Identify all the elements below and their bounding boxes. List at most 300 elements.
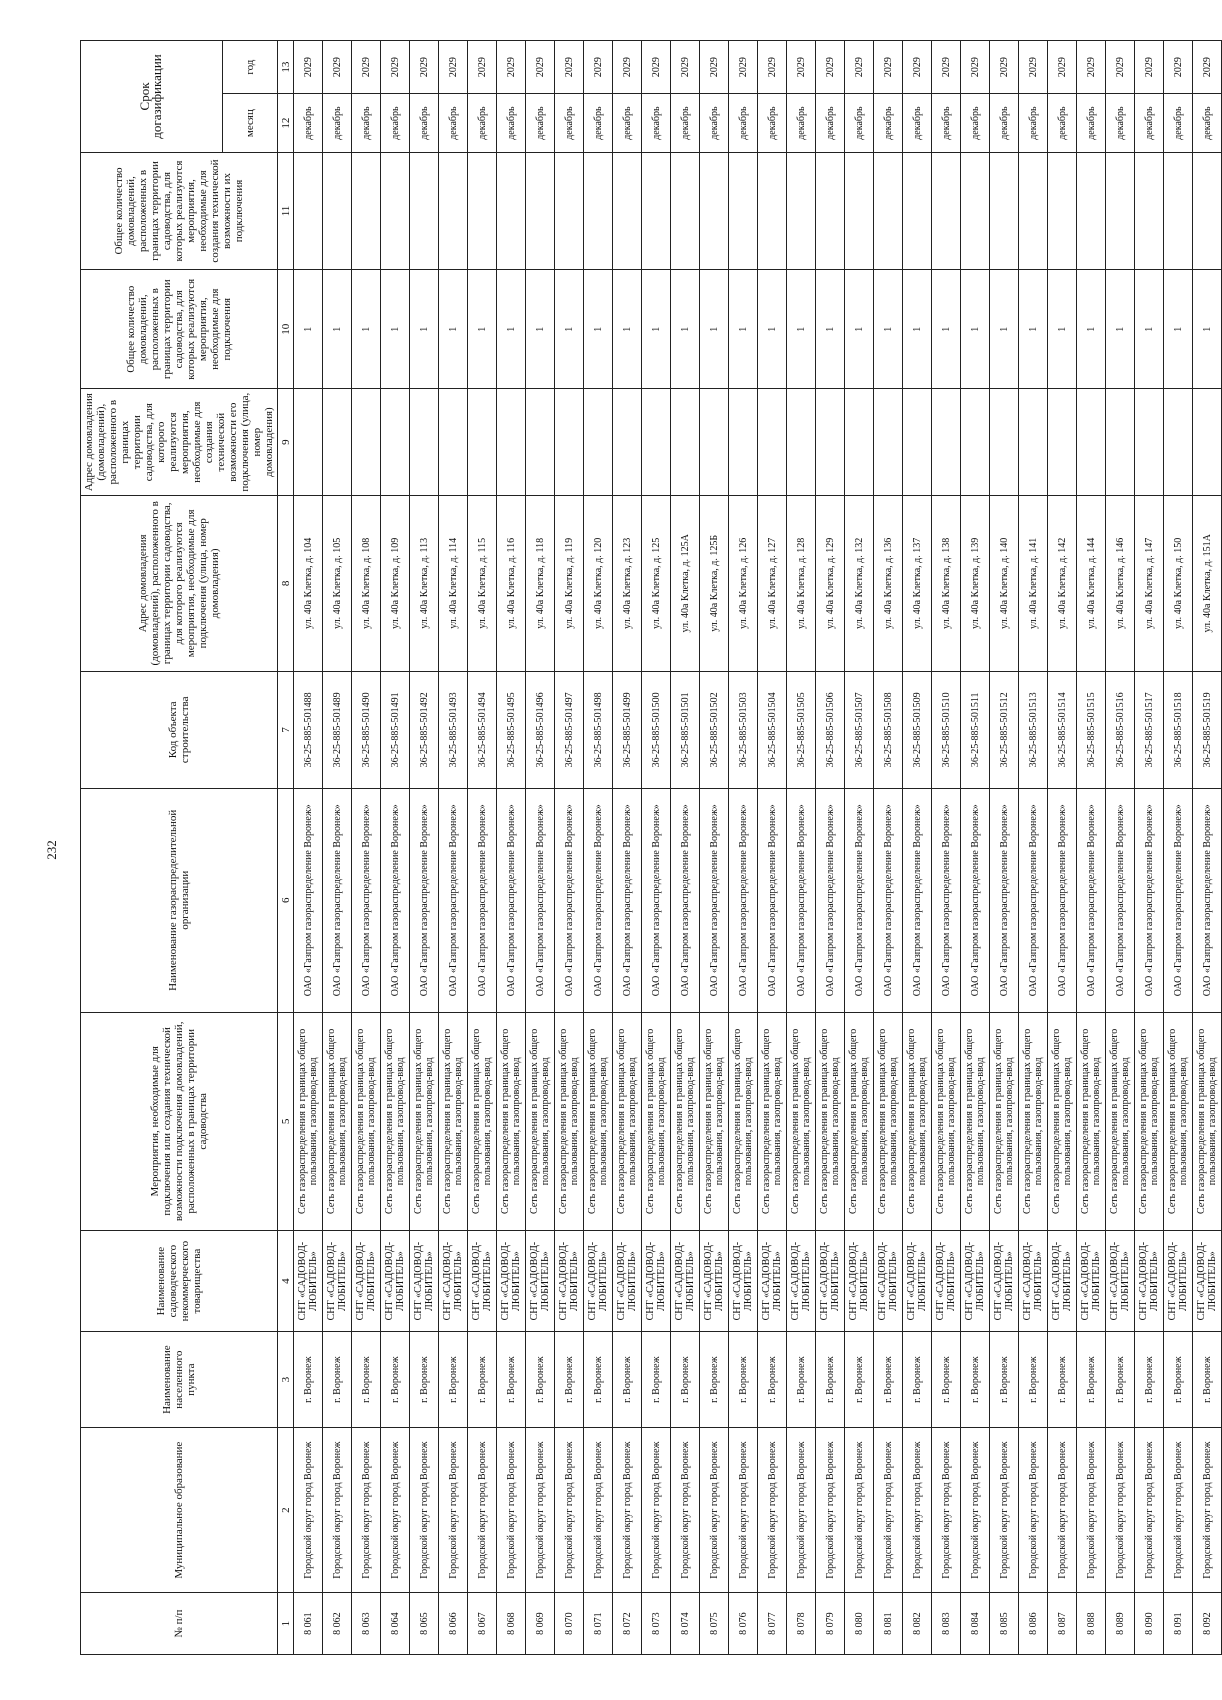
table-row xyxy=(671,41,700,1655)
address-cell: ул. 40а Клетка, д. 137 xyxy=(903,495,932,671)
month-cell: декабрь xyxy=(961,94,990,153)
header-year: год xyxy=(222,41,277,94)
row-number: 8 088 xyxy=(1077,1593,1106,1655)
partnership-cell: СНТ «САДОВОД-ЛЮБИТЕЛЬ» xyxy=(758,1231,787,1332)
header-gas-org: Наименование газораспределительной организации xyxy=(81,788,278,1012)
measures-cell: Сеть газораспределения в границах общего пользования, газопровод-ввод xyxy=(439,1012,468,1230)
address-tech-cell xyxy=(1077,389,1106,496)
table-row xyxy=(1135,41,1164,1655)
year-cell: 2029 xyxy=(294,41,323,94)
month-cell: декабрь xyxy=(439,94,468,153)
count-connect-cell: 1 xyxy=(1135,270,1164,389)
month-cell: декабрь xyxy=(555,94,584,153)
count-tech-cell xyxy=(1135,152,1164,269)
count-connect-cell: 1 xyxy=(468,270,497,389)
row-number: 8 063 xyxy=(352,1593,381,1655)
measures-cell: Сеть газораспределения в границах общего пользования, газопровод-ввод xyxy=(961,1012,990,1230)
gasification-table xyxy=(80,40,1222,1655)
object-code-cell: 36-25-885-501497 xyxy=(555,671,584,788)
count-connect-cell: 1 xyxy=(874,270,903,389)
row-number: 8 084 xyxy=(961,1593,990,1655)
row-number: 8 069 xyxy=(526,1593,555,1655)
count-tech-cell xyxy=(1048,152,1077,269)
municipality-cell: Городской округ город Воронеж xyxy=(555,1428,584,1593)
measures-cell: Сеть газораспределения в границах общего пользования, газопровод-ввод xyxy=(497,1012,526,1230)
column-number-row xyxy=(278,41,294,1655)
address-cell: ул. 40а Клетка, д. 125 xyxy=(642,495,671,671)
year-cell: 2029 xyxy=(526,41,555,94)
object-code-cell: 36-25-885-501499 xyxy=(613,671,642,788)
address-tech-cell xyxy=(323,389,352,496)
header-object-code: Код объекта строительства xyxy=(81,671,278,788)
gas-org-cell: ОАО «Газпром газораспределение Воронеж» xyxy=(1193,788,1222,1012)
measures-cell: Сеть газораспределения в границах общего пользования, газопровод-ввод xyxy=(526,1012,555,1230)
address-cell: ул. 40а Клетка, д. 142 xyxy=(1048,495,1077,671)
municipality-cell: Городской округ город Воронеж xyxy=(1019,1428,1048,1593)
address-tech-cell xyxy=(526,389,555,496)
gas-org-cell: ОАО «Газпром газораспределение Воронеж» xyxy=(526,788,555,1012)
month-cell: декабрь xyxy=(758,94,787,153)
gas-org-cell: ОАО «Газпром газораспределение Воронеж» xyxy=(990,788,1019,1012)
count-tech-cell xyxy=(1077,152,1106,269)
gas-org-cell: ОАО «Газпром газораспределение Воронеж» xyxy=(294,788,323,1012)
measures-cell: Сеть газораспределения в границах общего пользования, газопровод-ввод xyxy=(1077,1012,1106,1230)
address-cell: ул. 40а Клетка, д. 118 xyxy=(526,495,555,671)
month-cell: декабрь xyxy=(1193,94,1222,153)
year-cell: 2029 xyxy=(642,41,671,94)
count-connect-cell: 1 xyxy=(439,270,468,389)
municipality-cell: Городской округ город Воронеж xyxy=(787,1428,816,1593)
row-number: 8 089 xyxy=(1106,1593,1135,1655)
count-connect-cell: 1 xyxy=(990,270,1019,389)
locality-cell: г. Воронеж xyxy=(990,1332,1019,1428)
locality-cell: г. Воронеж xyxy=(787,1332,816,1428)
count-connect-cell: 1 xyxy=(642,270,671,389)
header-partnership: Наименование садоводческого некоммерческого товарищества xyxy=(81,1231,278,1332)
address-cell: ул. 40а Клетка, д. 129 xyxy=(816,495,845,671)
address-cell: ул. 40а Клетка, д. 105 xyxy=(323,495,352,671)
address-cell: ул. 40а Клетка, д. 151А xyxy=(1193,495,1222,671)
locality-cell: г. Воронеж xyxy=(1048,1332,1077,1428)
count-tech-cell xyxy=(526,152,555,269)
gas-org-cell: ОАО «Газпром газораспределение Воронеж» xyxy=(642,788,671,1012)
measures-cell: Сеть газораспределения в границах общего пользования, газопровод-ввод xyxy=(1106,1012,1135,1230)
row-number: 8 086 xyxy=(1019,1593,1048,1655)
object-code-cell: 36-25-885-501503 xyxy=(729,671,758,788)
table-row xyxy=(323,41,352,1655)
row-number: 8 079 xyxy=(816,1593,845,1655)
locality-cell: г. Воронеж xyxy=(1106,1332,1135,1428)
address-tech-cell xyxy=(439,389,468,496)
object-code-cell: 36-25-885-501506 xyxy=(816,671,845,788)
municipality-cell: Городской округ город Воронеж xyxy=(729,1428,758,1593)
count-connect-cell: 1 xyxy=(323,270,352,389)
locality-cell: г. Воронеж xyxy=(294,1332,323,1428)
year-cell: 2029 xyxy=(468,41,497,94)
measures-cell: Сеть газораспределения в границах общего пользования, газопровод-ввод xyxy=(294,1012,323,1230)
month-cell: декабрь xyxy=(1019,94,1048,153)
object-code-cell: 36-25-885-501510 xyxy=(932,671,961,788)
year-cell: 2029 xyxy=(1019,41,1048,94)
gas-org-cell: ОАО «Газпром газораспределение Воронеж» xyxy=(555,788,584,1012)
locality-cell: г. Воронеж xyxy=(439,1332,468,1428)
address-cell: ул. 40а Клетка, д. 125Б xyxy=(700,495,729,671)
table-row xyxy=(1106,41,1135,1655)
address-tech-cell xyxy=(903,389,932,496)
municipality-cell: Городской округ город Воронеж xyxy=(990,1428,1019,1593)
object-code-cell: 36-25-885-501504 xyxy=(758,671,787,788)
partnership-cell: СНТ «САДОВОД-ЛЮБИТЕЛЬ» xyxy=(990,1231,1019,1332)
table-row xyxy=(642,41,671,1655)
month-cell: декабрь xyxy=(787,94,816,153)
partnership-cell: СНТ «САДОВОД-ЛЮБИТЕЛЬ» xyxy=(1106,1231,1135,1332)
month-cell: декабрь xyxy=(352,94,381,153)
count-tech-cell xyxy=(671,152,700,269)
address-tech-cell xyxy=(932,389,961,496)
partnership-cell: СНТ «САДОВОД-ЛЮБИТЕЛЬ» xyxy=(671,1231,700,1332)
count-tech-cell xyxy=(584,152,613,269)
gas-org-cell: ОАО «Газпром газораспределение Воронеж» xyxy=(352,788,381,1012)
municipality-cell: Городской округ город Воронеж xyxy=(1193,1428,1222,1593)
table-row xyxy=(1019,41,1048,1655)
count-connect-cell: 1 xyxy=(1164,270,1193,389)
object-code-cell: 36-25-885-501518 xyxy=(1164,671,1193,788)
locality-cell: г. Воронеж xyxy=(555,1332,584,1428)
address-tech-cell xyxy=(1019,389,1048,496)
address-cell: ул. 40а Клетка, д. 104 xyxy=(294,495,323,671)
month-cell: декабрь xyxy=(323,94,352,153)
header-month: месяц xyxy=(222,94,277,153)
municipality-cell: Городской округ город Воронеж xyxy=(700,1428,729,1593)
measures-cell: Сеть газораспределения в границах общего пользования, газопровод-ввод xyxy=(468,1012,497,1230)
month-cell: декабрь xyxy=(1164,94,1193,153)
count-tech-cell xyxy=(816,152,845,269)
address-tech-cell xyxy=(555,389,584,496)
table-row xyxy=(294,41,323,1655)
gas-org-cell: ОАО «Газпром газораспределение Воронеж» xyxy=(323,788,352,1012)
gas-org-cell: ОАО «Газпром газораспределение Воронеж» xyxy=(497,788,526,1012)
locality-cell: г. Воронеж xyxy=(845,1332,874,1428)
header-locality: Наименование населенного пункта xyxy=(81,1332,278,1428)
count-tech-cell xyxy=(845,152,874,269)
count-connect-cell: 1 xyxy=(932,270,961,389)
municipality-cell: Городской округ город Воронеж xyxy=(816,1428,845,1593)
partnership-cell: СНТ «САДОВОД-ЛЮБИТЕЛЬ» xyxy=(294,1231,323,1332)
table-row xyxy=(613,41,642,1655)
municipality-cell: Городской округ город Воронеж xyxy=(1135,1428,1164,1593)
address-tech-cell xyxy=(787,389,816,496)
count-tech-cell xyxy=(990,152,1019,269)
row-number: 8 078 xyxy=(787,1593,816,1655)
count-tech-cell xyxy=(903,152,932,269)
row-number: 8 068 xyxy=(497,1593,526,1655)
municipality-cell: Городской округ город Воронеж xyxy=(1077,1428,1106,1593)
table-row xyxy=(1048,41,1077,1655)
year-cell: 2029 xyxy=(932,41,961,94)
year-cell: 2029 xyxy=(352,41,381,94)
partnership-cell: СНТ «САДОВОД-ЛЮБИТЕЛЬ» xyxy=(497,1231,526,1332)
table-row xyxy=(932,41,961,1655)
month-cell: декабрь xyxy=(1106,94,1135,153)
table-row xyxy=(874,41,903,1655)
partnership-cell: СНТ «САДОВОД-ЛЮБИТЕЛЬ» xyxy=(584,1231,613,1332)
address-tech-cell xyxy=(381,389,410,496)
year-cell: 2029 xyxy=(497,41,526,94)
row-number: 8 081 xyxy=(874,1593,903,1655)
measures-cell: Сеть газораспределения в границах общего пользования, газопровод-ввод xyxy=(613,1012,642,1230)
object-code-cell: 36-25-885-501494 xyxy=(468,671,497,788)
address-tech-cell xyxy=(990,389,1019,496)
partnership-cell: СНТ «САДОВОД-ЛЮБИТЕЛЬ» xyxy=(1019,1231,1048,1332)
row-number: 8 075 xyxy=(700,1593,729,1655)
month-cell: декабрь xyxy=(613,94,642,153)
month-cell: декабрь xyxy=(990,94,1019,153)
gas-org-cell: ОАО «Газпром газораспределение Воронеж» xyxy=(410,788,439,1012)
partnership-cell: СНТ «САДОВОД-ЛЮБИТЕЛЬ» xyxy=(874,1231,903,1332)
municipality-cell: Городской округ город Воронеж xyxy=(758,1428,787,1593)
object-code-cell: 36-25-885-501488 xyxy=(294,671,323,788)
municipality-cell: Городской округ город Воронеж xyxy=(1106,1428,1135,1593)
table-row xyxy=(526,41,555,1655)
header-municipality: Муниципальное образование xyxy=(81,1428,278,1593)
gas-org-cell: ОАО «Газпром газораспределение Воронеж» xyxy=(381,788,410,1012)
row-number: 8 072 xyxy=(613,1593,642,1655)
year-cell: 2029 xyxy=(381,41,410,94)
address-cell: ул. 40а Клетка, д. 128 xyxy=(787,495,816,671)
municipality-cell: Городской округ город Воронеж xyxy=(1164,1428,1193,1593)
column-number: 11 xyxy=(278,152,294,269)
row-number: 8 071 xyxy=(584,1593,613,1655)
municipality-cell: Городской округ город Воронеж xyxy=(903,1428,932,1593)
object-code-cell: 36-25-885-501502 xyxy=(700,671,729,788)
table-row xyxy=(1077,41,1106,1655)
table-row xyxy=(961,41,990,1655)
address-tech-cell xyxy=(700,389,729,496)
count-connect-cell: 1 xyxy=(903,270,932,389)
row-number: 8 061 xyxy=(294,1593,323,1655)
object-code-cell: 36-25-885-501507 xyxy=(845,671,874,788)
measures-cell: Сеть газораспределения в границах общего пользования, газопровод-ввод xyxy=(381,1012,410,1230)
month-cell: декабрь xyxy=(584,94,613,153)
count-tech-cell xyxy=(932,152,961,269)
count-tech-cell xyxy=(700,152,729,269)
table-row xyxy=(352,41,381,1655)
count-connect-cell: 1 xyxy=(1019,270,1048,389)
count-connect-cell: 1 xyxy=(1048,270,1077,389)
month-cell: декабрь xyxy=(729,94,758,153)
address-cell: ул. 40а Клетка, д. 140 xyxy=(990,495,1019,671)
partnership-cell: СНТ «САДОВОД-ЛЮБИТЕЛЬ» xyxy=(1164,1231,1193,1332)
measures-cell: Сеть газораспределения в границах общего пользования, газопровод-ввод xyxy=(990,1012,1019,1230)
year-cell: 2029 xyxy=(1048,41,1077,94)
year-cell: 2029 xyxy=(1164,41,1193,94)
month-cell: декабрь xyxy=(1135,94,1164,153)
measures-cell: Сеть газораспределения в границах общего пользования, газопровод-ввод xyxy=(410,1012,439,1230)
address-cell: ул. 40а Клетка, д. 116 xyxy=(497,495,526,671)
year-cell: 2029 xyxy=(874,41,903,94)
measures-cell: Сеть газораспределения в границах общего пользования, газопровод-ввод xyxy=(787,1012,816,1230)
locality-cell: г. Воронеж xyxy=(816,1332,845,1428)
partnership-cell: СНТ «САДОВОД-ЛЮБИТЕЛЬ» xyxy=(410,1231,439,1332)
column-number: 4 xyxy=(278,1231,294,1332)
table-row xyxy=(584,41,613,1655)
object-code-cell: 36-25-885-501489 xyxy=(323,671,352,788)
table-row xyxy=(468,41,497,1655)
locality-cell: г. Воронеж xyxy=(381,1332,410,1428)
object-code-cell: 36-25-885-501500 xyxy=(642,671,671,788)
row-number: 8 067 xyxy=(468,1593,497,1655)
address-tech-cell xyxy=(758,389,787,496)
measures-cell: Сеть газораспределения в границах общего пользования, газопровод-ввод xyxy=(729,1012,758,1230)
column-number: 2 xyxy=(278,1428,294,1593)
count-tech-cell xyxy=(352,152,381,269)
locality-cell: г. Воронеж xyxy=(1077,1332,1106,1428)
header-address-tech: Адрес домовладения (домовладений), расположенного в границах территории садоводства, для которого реализуются мероприятия, необходимые для создания технической возможности его подключения (улица, номер домовладения) xyxy=(81,389,278,496)
municipality-cell: Городской округ город Воронеж xyxy=(468,1428,497,1593)
address-cell: ул. 40а Клетка, д. 147 xyxy=(1135,495,1164,671)
measures-cell: Сеть газораспределения в границах общего пользования, газопровод-ввод xyxy=(700,1012,729,1230)
locality-cell: г. Воронеж xyxy=(729,1332,758,1428)
measures-cell: Сеть газораспределения в границах общего пользования, газопровод-ввод xyxy=(874,1012,903,1230)
locality-cell: г. Воронеж xyxy=(323,1332,352,1428)
locality-cell: г. Воронеж xyxy=(1164,1332,1193,1428)
gas-org-cell: ОАО «Газпром газораспределение Воронеж» xyxy=(584,788,613,1012)
count-connect-cell: 1 xyxy=(410,270,439,389)
column-number: 6 xyxy=(278,788,294,1012)
municipality-cell: Городской округ город Воронеж xyxy=(294,1428,323,1593)
object-code-cell: 36-25-885-501493 xyxy=(439,671,468,788)
count-connect-cell: 1 xyxy=(613,270,642,389)
address-tech-cell xyxy=(1048,389,1077,496)
count-tech-cell xyxy=(874,152,903,269)
header-measures: Мероприятия, необходимые для подключения или создания технической возможности подключения домовладений, расположенных в границах территории садоводства xyxy=(81,1012,278,1230)
month-cell: декабрь xyxy=(468,94,497,153)
measures-cell: Сеть газораспределения в границах общего пользования, газопровод-ввод xyxy=(352,1012,381,1230)
count-connect-cell: 1 xyxy=(1193,270,1222,389)
measures-cell: Сеть газораспределения в границах общего пользования, газопровод-ввод xyxy=(642,1012,671,1230)
gas-org-cell: ОАО «Газпром газораспределение Воронеж» xyxy=(1048,788,1077,1012)
gas-org-cell: ОАО «Газпром газораспределение Воронеж» xyxy=(1077,788,1106,1012)
month-cell: декабрь xyxy=(294,94,323,153)
table-row xyxy=(787,41,816,1655)
address-cell: ул. 40а Клетка, д. 138 xyxy=(932,495,961,671)
gas-org-cell: ОАО «Газпром газораспределение Воронеж» xyxy=(468,788,497,1012)
row-number: 8 074 xyxy=(671,1593,700,1655)
object-code-cell: 36-25-885-501490 xyxy=(352,671,381,788)
address-cell: ул. 40а Клетка, д. 108 xyxy=(352,495,381,671)
measures-cell: Сеть газораспределения в границах общего пользования, газопровод-ввод xyxy=(1019,1012,1048,1230)
partnership-cell: СНТ «САДОВОД-ЛЮБИТЕЛЬ» xyxy=(613,1231,642,1332)
table-row xyxy=(497,41,526,1655)
gas-org-cell: ОАО «Газпром газораспределение Воронеж» xyxy=(961,788,990,1012)
partnership-cell: СНТ «САДОВОД-ЛЮБИТЕЛЬ» xyxy=(381,1231,410,1332)
row-number: 8 077 xyxy=(758,1593,787,1655)
object-code-cell: 36-25-885-501517 xyxy=(1135,671,1164,788)
object-code-cell: 36-25-885-501513 xyxy=(1019,671,1048,788)
gas-org-cell: ОАО «Газпром газораспределение Воронеж» xyxy=(845,788,874,1012)
object-code-cell: 36-25-885-501491 xyxy=(381,671,410,788)
address-tech-cell xyxy=(410,389,439,496)
measures-cell: Сеть газораспределения в границах общего пользования, газопровод-ввод xyxy=(1193,1012,1222,1230)
count-tech-cell xyxy=(323,152,352,269)
count-tech-cell xyxy=(1193,152,1222,269)
year-cell: 2029 xyxy=(1077,41,1106,94)
count-connect-cell: 1 xyxy=(671,270,700,389)
address-cell: ул. 40а Клетка, д. 123 xyxy=(613,495,642,671)
object-code-cell: 36-25-885-501509 xyxy=(903,671,932,788)
gas-org-cell: ОАО «Газпром газораспределение Воронеж» xyxy=(439,788,468,1012)
count-tech-cell xyxy=(787,152,816,269)
month-cell: декабрь xyxy=(903,94,932,153)
year-cell: 2029 xyxy=(758,41,787,94)
gas-org-cell: ОАО «Газпром газораспределение Воронеж» xyxy=(1106,788,1135,1012)
locality-cell: г. Воронеж xyxy=(961,1332,990,1428)
partnership-cell: СНТ «САДОВОД-ЛЮБИТЕЛЬ» xyxy=(468,1231,497,1332)
month-cell: декабрь xyxy=(410,94,439,153)
row-number: 8 066 xyxy=(439,1593,468,1655)
municipality-cell: Городской округ город Воронеж xyxy=(671,1428,700,1593)
count-tech-cell xyxy=(758,152,787,269)
address-cell: ул. 40а Клетка, д. 114 xyxy=(439,495,468,671)
count-connect-cell: 1 xyxy=(497,270,526,389)
row-number: 8 087 xyxy=(1048,1593,1077,1655)
measures-cell: Сеть газораспределения в границах общего пользования, газопровод-ввод xyxy=(1164,1012,1193,1230)
table-row xyxy=(1164,41,1193,1655)
locality-cell: г. Воронеж xyxy=(700,1332,729,1428)
row-number: 8 083 xyxy=(932,1593,961,1655)
measures-cell: Сеть газораспределения в границах общего пользования, газопровод-ввод xyxy=(323,1012,352,1230)
object-code-cell: 36-25-885-501511 xyxy=(961,671,990,788)
municipality-cell: Городской округ город Воронеж xyxy=(497,1428,526,1593)
locality-cell: г. Воронеж xyxy=(1019,1332,1048,1428)
month-cell: декабрь xyxy=(932,94,961,153)
count-connect-cell: 1 xyxy=(961,270,990,389)
year-cell: 2029 xyxy=(671,41,700,94)
month-cell: декабрь xyxy=(845,94,874,153)
municipality-cell: Городской округ город Воронеж xyxy=(584,1428,613,1593)
locality-cell: г. Воронеж xyxy=(1135,1332,1164,1428)
count-tech-cell xyxy=(1106,152,1135,269)
address-tech-cell xyxy=(961,389,990,496)
year-cell: 2029 xyxy=(1193,41,1222,94)
count-connect-cell: 1 xyxy=(294,270,323,389)
address-tech-cell xyxy=(1164,389,1193,496)
count-connect-cell: 1 xyxy=(352,270,381,389)
locality-cell: г. Воронеж xyxy=(758,1332,787,1428)
object-code-cell: 36-25-885-501505 xyxy=(787,671,816,788)
partnership-cell: СНТ «САДОВОД-ЛЮБИТЕЛЬ» xyxy=(816,1231,845,1332)
table-row xyxy=(903,41,932,1655)
year-cell: 2029 xyxy=(903,41,932,94)
locality-cell: г. Воронеж xyxy=(671,1332,700,1428)
year-cell: 2029 xyxy=(410,41,439,94)
gas-org-cell: ОАО «Газпром газораспределение Воронеж» xyxy=(1135,788,1164,1012)
year-cell: 2029 xyxy=(990,41,1019,94)
address-cell: ул. 40а Клетка, д. 127 xyxy=(758,495,787,671)
row-number: 8 092 xyxy=(1193,1593,1222,1655)
year-cell: 2029 xyxy=(787,41,816,94)
address-tech-cell xyxy=(671,389,700,496)
gas-org-cell: ОАО «Газпром газораспределение Воронеж» xyxy=(671,788,700,1012)
row-number: 8 070 xyxy=(555,1593,584,1655)
gas-org-cell: ОАО «Газпром газораспределение Воронеж» xyxy=(1164,788,1193,1012)
count-connect-cell: 1 xyxy=(787,270,816,389)
row-number: 8 076 xyxy=(729,1593,758,1655)
count-connect-cell: 1 xyxy=(845,270,874,389)
address-cell: ул. 40а Клетка, д. 146 xyxy=(1106,495,1135,671)
count-tech-cell xyxy=(613,152,642,269)
address-cell: ул. 40а Клетка, д. 109 xyxy=(381,495,410,671)
